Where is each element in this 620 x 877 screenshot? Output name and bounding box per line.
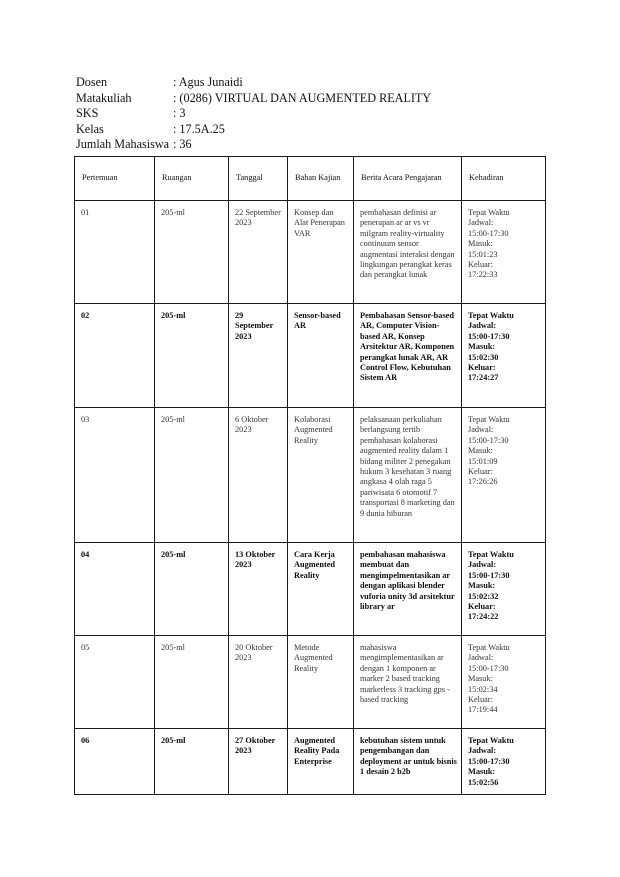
table-row	[75, 304, 546, 408]
kehadiran-jadwal: 15:00-17:30	[468, 435, 509, 445]
cell-berita-acara: Pembahasan Sensor-based AR, Computer Vision-based AR, Konsep Arsitektur AR, Komponen perangkat lunak AR, AR Control Flow, Kebutuhan Sistem AR	[354, 304, 462, 408]
cell-pertemuan: 03	[75, 408, 155, 543]
info-row-dosen	[76, 75, 431, 91]
cell-pertemuan: 05	[75, 636, 155, 729]
kehadiran-jadwal: 15:00-17:30	[468, 331, 510, 341]
kehadiran-keluar-label: Keluar:	[468, 695, 493, 705]
cell-bahan-kajian: Metode Augmented Reality	[288, 636, 354, 729]
cell-ruangan: 205-ml	[155, 408, 229, 543]
cell-kehadiran	[462, 636, 546, 729]
cell-ruangan: 205-ml	[155, 201, 229, 304]
cell-pertemuan: 04	[75, 543, 155, 636]
cell-bahan-kajian: Augmented Reality Pada Enterprise	[288, 729, 354, 795]
kehadiran-jadwal-label: Jadwal:	[468, 218, 494, 228]
header-bahan-kajian: Bahan Kajian	[288, 157, 354, 201]
header-ruangan: Ruangan	[155, 157, 229, 201]
course-info	[76, 75, 431, 153]
kelas-label: Kelas	[76, 121, 104, 136]
cell-pertemuan: 02	[75, 304, 155, 408]
kehadiran-status: Tepat Waktu	[468, 550, 514, 559]
cell-berita-acara: pembahasan definisi ar penerapan ar ar vs vr milgram reality-virtuality continuum sensor augmentasi interaksi dengan lingkungan perangkat keras dan perangkat lunak	[354, 201, 462, 304]
cell-pertemuan: 06	[75, 729, 155, 795]
cell-kehadiran	[462, 201, 546, 304]
kehadiran-masuk-label: Masuk:	[468, 767, 496, 777]
header-pertemuan: Pertemuan	[75, 157, 155, 201]
header-kehadiran: Kehadiran	[462, 157, 546, 201]
kehadiran-jadwal: 15:00-17:30	[468, 570, 510, 580]
sks-label: SKS	[76, 106, 99, 120]
kehadiran-keluar: 17:19:44	[468, 705, 498, 715]
attendance-table-wrapper	[74, 156, 545, 795]
header-tanggal: Tanggal	[229, 157, 288, 201]
kehadiran-jadwal-label: Jadwal:	[468, 560, 497, 570]
cell-ruangan: 205-ml	[155, 543, 229, 636]
kehadiran-keluar: 17:22:33	[468, 270, 498, 280]
kehadiran-keluar-label: Keluar:	[468, 363, 496, 373]
kehadiran-jadwal: 15:00-17:30	[468, 228, 509, 238]
cell-ruangan: 205-ml	[155, 729, 229, 795]
kehadiran-jadwal: 15:00-17:30	[468, 663, 509, 673]
cell-tanggal: 20 Oktober 2023	[229, 636, 288, 729]
kehadiran-masuk-label: Masuk:	[468, 239, 493, 249]
table-header-row	[75, 157, 546, 201]
cell-tanggal: 6 Oktober 2023	[229, 408, 288, 543]
cell-kehadiran	[462, 408, 546, 543]
kehadiran-masuk: 15:02:34	[468, 684, 498, 694]
kehadiran-masuk-label: Masuk:	[468, 342, 496, 352]
info-row-kelas	[76, 122, 431, 138]
cell-berita-acara: kebutuhan sistem untuk pengembangan dan deployment ar untuk bisnis 1 desain 2 b2b	[354, 729, 462, 795]
cell-tanggal: 29 September 2023	[229, 304, 288, 408]
kehadiran-keluar-label: Keluar:	[468, 602, 496, 612]
kehadiran-status: Tepat Waktu	[468, 311, 514, 320]
table-row	[75, 543, 546, 636]
sks-value: : 3	[173, 106, 186, 120]
kehadiran-jadwal-label: Jadwal:	[468, 321, 497, 331]
cell-berita-acara: pelaksanaan perkuliahan berlangsung tertib pembahasan kolaborasi augmented reality dalam 1 bidang militer 2 penegakan hukum 3 kesehatan 3 ruang angkasa 4 olah raga 5 pariwisata 6 otomotif 7 transportasi 8 marketing dan 9 dunia hiburan	[354, 408, 462, 543]
kelas-value: : 17.5A.25	[173, 121, 225, 136]
kehadiran-masuk: 15:02:30	[468, 352, 499, 362]
dosen-value: : Agus Junaidi	[173, 75, 243, 89]
cell-kehadiran	[462, 729, 546, 795]
kehadiran-masuk: 15:01:23	[468, 249, 498, 259]
dosen-label: Dosen	[76, 75, 108, 89]
kehadiran-keluar-label: Keluar:	[468, 260, 493, 270]
kehadiran-status: Tepat Waktu	[468, 736, 514, 745]
kehadiran-status: Tepat Waktu	[468, 415, 510, 424]
table-row	[75, 201, 546, 304]
cell-bahan-kajian: Cara Kerja Augmented Reality	[288, 543, 354, 636]
kehadiran-masuk: 15:01:09	[468, 456, 498, 466]
kehadiran-jadwal: 15:00-17:30	[468, 756, 510, 766]
kehadiran-masuk-label: Masuk:	[468, 581, 496, 591]
cell-kehadiran	[462, 543, 546, 636]
info-row-matakuliah	[76, 91, 431, 107]
kehadiran-jadwal-label: Jadwal:	[468, 425, 494, 435]
table-row	[75, 636, 546, 729]
cell-ruangan: 205-ml	[155, 636, 229, 729]
cell-ruangan: 205-ml	[155, 304, 229, 408]
cell-bahan-kajian: Konsep dan Alat Penerapan VAR	[288, 201, 354, 304]
kehadiran-status: Tepat Waktu	[468, 208, 510, 217]
header-berita-acara: Berita Acara Pengajaran	[354, 157, 462, 201]
cell-bahan-kajian: Kolaborasi Augmented Reality	[288, 408, 354, 543]
table-row	[75, 729, 546, 795]
kehadiran-jadwal-label: Jadwal:	[468, 653, 494, 663]
matakuliah-value: : (0286) VIRTUAL DAN AUGMENTED REALITY	[173, 90, 432, 105]
jumlah-mahasiswa-value: : 36	[173, 137, 192, 151]
kehadiran-masuk-label: Masuk:	[468, 446, 493, 456]
info-row-sks	[76, 106, 431, 122]
attendance-table	[74, 156, 546, 795]
cell-kehadiran	[462, 304, 546, 408]
cell-berita-acara: mahasiswa mengimplementasikan ar dengan 1 komponen ar marker 2 based tracking markerless 3 tracking gps -based tracking	[354, 636, 462, 729]
cell-berita-acara: pembahasan mahasiswa membuat dan mengimpelmentasikan ar dengan aplikasi blender vuforia unity 3d arsitektur library ar	[354, 543, 462, 636]
kehadiran-masuk: 15:02:56	[468, 777, 499, 787]
kehadiran-jadwal-label: Jadwal:	[468, 746, 497, 756]
jumlah-mahasiswa-label: Jumlah Mahasiswa	[76, 137, 170, 151]
kehadiran-masuk-label: Masuk:	[468, 674, 493, 684]
cell-pertemuan: 01	[75, 201, 155, 304]
kehadiran-keluar-label: Keluar:	[468, 467, 493, 477]
kehadiran-keluar: 17:24:27	[468, 373, 499, 383]
matakuliah-label: Matakuliah	[76, 90, 132, 105]
cell-tanggal: 27 Oktober 2023	[229, 729, 288, 795]
info-row-jumlah-mahasiswa	[76, 137, 431, 153]
cell-tanggal: 13 Oktober 2023	[229, 543, 288, 636]
kehadiran-keluar: 17:26:26	[468, 477, 498, 487]
kehadiran-masuk: 15:02:32	[468, 591, 499, 601]
kehadiran-keluar: 17:24:22	[468, 612, 499, 622]
table-row	[75, 408, 546, 543]
cell-tanggal: 22 September 2023	[229, 201, 288, 304]
cell-bahan-kajian: Sensor-based AR	[288, 304, 354, 408]
kehadiran-status: Tepat Waktu	[468, 643, 510, 652]
